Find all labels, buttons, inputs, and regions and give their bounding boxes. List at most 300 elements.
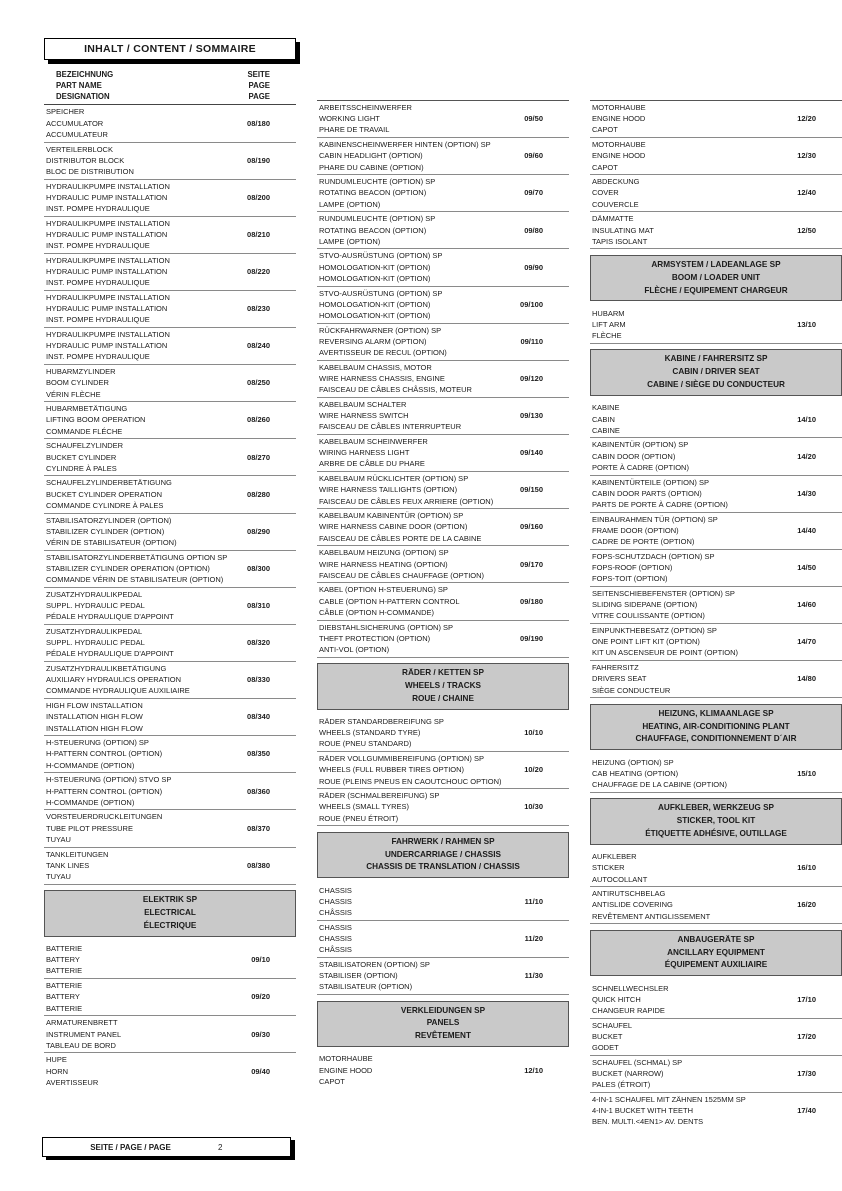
entry-line-de: ARMATURENBRETT	[46, 1018, 118, 1028]
entry-line-en-row	[592, 1068, 842, 1079]
table-header-name	[56, 70, 113, 102]
entry-line-fr: VÉRIN DE STABILISATEUR (OPTION)	[46, 538, 177, 547]
entry-line-en-row	[319, 373, 569, 384]
entry-line-en: DRIVERS SEAT	[592, 674, 647, 684]
table-header	[44, 70, 296, 105]
section-header	[590, 349, 842, 395]
entry-line-fr: COMMANDE HYDRAULIQUE AUXILIAIRE	[46, 686, 190, 696]
section-title-line: ANBAUGERÄTE SP	[677, 934, 755, 944]
toc-entry	[44, 662, 296, 699]
page-ref: 08/310	[247, 601, 270, 611]
entry-line-en-row	[319, 896, 569, 907]
toc-entry	[44, 588, 296, 625]
toc-entry	[317, 921, 569, 958]
entry-line-en-row	[319, 633, 569, 644]
entry-line-en-row	[592, 1031, 842, 1042]
entry-line-fr: ROUE (PNEU STANDARD)	[319, 739, 412, 749]
section-title-line: AUFKLEBER, WERKZEUG SP	[658, 803, 774, 813]
entry-line-de: MOTORHAUBE	[592, 103, 646, 112]
entry-line-fr: SIÈGE CONDUCTEUR	[592, 685, 671, 695]
entry-line-en-row	[592, 451, 842, 462]
entry-line-de: ZUSATZHYDRAULIKPEDAL	[46, 626, 143, 636]
entry-line-en-row	[319, 484, 569, 495]
page-ref: 14/30	[797, 488, 816, 498]
entry-line-de: SCHAUFELZYLINDER	[46, 441, 124, 451]
toc-entry	[44, 105, 296, 142]
entry-line-en: HOMOLOGATION-KIT (OPTION)	[319, 299, 431, 309]
entry-line-fr: CAPOT	[319, 1076, 345, 1086]
toc-entry	[44, 773, 296, 810]
entry-line-fr: GODET	[592, 1043, 619, 1053]
entry-line-en: STABILIZER CYLINDER (OPTION)	[46, 526, 165, 536]
page-ref: 09/170	[520, 559, 543, 569]
entry-line-en: HYDRAULIC PUMP INSTALLATION	[46, 229, 168, 239]
toc-entry	[44, 551, 296, 588]
entry-line-en-row	[592, 187, 842, 198]
entry-line-en-row	[46, 526, 296, 537]
toc-entry	[44, 402, 296, 439]
entry-line-en: WIRE HARNESS CHASSIS, ENGINE	[319, 373, 445, 383]
section-title-line: ARMSYSTEM / LADEANLAGE SP	[651, 259, 781, 269]
toc-entry	[590, 982, 842, 1019]
toc-entry	[590, 307, 842, 344]
page-ref: 09/180	[520, 596, 543, 606]
page-ref: 09/150	[520, 485, 543, 495]
page-ref: 08/300	[247, 563, 270, 573]
toc-entry	[44, 514, 296, 551]
entry-line-en-row	[46, 1066, 296, 1077]
entry-line-en-row	[46, 674, 296, 685]
entry-line-de: SCHAUFELZYLINDERBETÄTIGUNG	[46, 478, 172, 488]
page-ref: 08/290	[247, 526, 270, 536]
entry-line-en: ROTATING BEACON (OPTION)	[319, 225, 427, 235]
entry-line-de: STABILISATORZYLINDER (OPTION)	[46, 515, 172, 525]
section-title-line: ÉQUIPEMENT AUXILIAIRE	[664, 960, 768, 970]
toc-entry	[590, 1093, 842, 1129]
entry-line-de: HYDRAULIKPUMPE INSTALLATION	[46, 255, 170, 265]
page-ref: 08/320	[247, 638, 270, 648]
entry-line-en-row	[592, 899, 842, 910]
entry-line-en-row	[592, 488, 842, 499]
page-ref: 12/10	[524, 1065, 543, 1075]
entry-line-de: HEIZUNG (OPTION) SP	[592, 757, 674, 767]
entry-line-fr: ROUE (PNEU ÉTROIT)	[319, 813, 399, 823]
page-footer	[42, 1137, 291, 1157]
entry-line-en: WIRING HARNESS LIGHT	[319, 448, 410, 458]
section-title-line: ANCILLARY EQUIPMENT	[667, 947, 765, 957]
entry-line-fr: H-COMMANDE (OPTION)	[46, 760, 135, 770]
entry-line-en: INSTALLATION HIGH FLOW	[46, 712, 143, 722]
entry-line-en: ONE POINT LIFT KIT (OPTION)	[592, 637, 700, 647]
toc-entry	[317, 789, 569, 826]
entry-line-en: BATTERY	[46, 992, 80, 1002]
entry-line-fr: INST. POMPE HYDRAULIQUE	[46, 278, 150, 288]
entry-line-de: KABINE	[592, 403, 620, 413]
entry-line-de: STABILISATORZYLINDERBETÄTIGUNG OPTION SP	[46, 552, 228, 562]
entry-line-en-row	[46, 786, 296, 797]
entry-line-de: ARBEITSSCHEINWERFER	[319, 103, 412, 112]
entry-line-en: REVERSING ALARM (OPTION)	[319, 336, 427, 346]
toc-entry	[317, 361, 569, 398]
page-ref: 08/240	[247, 341, 270, 351]
entry-line-fr: PHARE DU CABINE (OPTION)	[319, 162, 424, 172]
entry-line-de: SEITENSCHIEBEFENSTER (OPTION) SP	[592, 588, 735, 598]
entry-line-fr: INSTALLATION HIGH FLOW	[46, 723, 143, 733]
section-title-line: HEATING, AIR-CONDITIONING PLANT	[642, 721, 790, 731]
entry-line-en: INSULATING MAT	[592, 225, 654, 235]
toc-entry	[590, 101, 842, 138]
entry-line-de: KABELBAUM SCHEINWERFER	[319, 436, 428, 446]
entry-line-en-row	[46, 452, 296, 463]
entry-line-fr: PARTS DE PORTE À CADRE (OPTION)	[592, 499, 728, 509]
entry-line-en-row	[319, 521, 569, 532]
entry-line-de: HUPE	[46, 1055, 67, 1065]
entry-line-de: H-STEUERUNG (OPTION) STVO SP	[46, 775, 172, 785]
page-ref: 08/350	[247, 749, 270, 759]
entry-line-de: FOPS-SCHUTZDACH (OPTION) SP	[592, 551, 715, 561]
page-ref: 12/30	[797, 151, 816, 161]
entry-line-de: RÜCKFAHRWARNER (OPTION) SP	[319, 325, 442, 335]
entry-line-en: THEFT PROTECTION (OPTION)	[319, 633, 431, 643]
entry-line-fr: PALES (ÉTROIT)	[592, 1080, 651, 1090]
section-header	[317, 1001, 569, 1047]
page-ref: 08/180	[247, 118, 270, 128]
entry-line-en-row	[46, 489, 296, 500]
entry-line-de: SCHNELLWECHSLER	[592, 983, 669, 993]
entry-line-en-row	[592, 150, 842, 161]
page-ref: 08/360	[247, 786, 270, 796]
entry-line-en-row	[46, 954, 296, 965]
entry-line-fr: AUTOCOLLANT	[592, 874, 648, 884]
entry-line-en-row	[319, 262, 569, 273]
toc-entry	[317, 175, 569, 212]
entry-line-en-row	[592, 994, 842, 1005]
page-title-text: INHALT / CONTENT / SOMMAIRE	[84, 43, 256, 55]
toc-entry	[590, 1019, 842, 1056]
entry-line-en-row	[592, 525, 842, 536]
entry-line-de: 4-IN-1 SCHAUFEL MIT ZÄHNEN 1525MM SP	[592, 1095, 746, 1105]
entry-line-en: HYDRAULIC PUMP INSTALLATION	[46, 304, 168, 314]
entry-line-en-row	[46, 192, 296, 203]
entry-line-de: KABELBAUM KABINENTÜR (OPTION) SP	[319, 511, 464, 521]
entry-line-fr: HOMOLOGATION-KIT (OPTION)	[319, 273, 431, 283]
entry-line-de: KABINENTÜRTEILE (OPTION) SP	[592, 477, 709, 487]
section-header	[590, 255, 842, 301]
entry-line-fr: INST. POMPE HYDRAULIQUE	[46, 315, 150, 325]
toc-entry	[590, 138, 842, 175]
toc-entry	[44, 848, 296, 885]
entry-line-en-row	[46, 563, 296, 574]
entry-line-fr: FAISCEAU DE CÂBLES INTERRUPTEUR	[319, 422, 462, 432]
entry-line-fr: COMMANDE FLÉCHE	[46, 426, 123, 436]
page-ref: 10/20	[524, 765, 543, 775]
entry-line-de: MOTORHAUBE	[592, 140, 646, 150]
entry-line-de: ZUSATZHYDRAULIKBETÄTIGUNG	[46, 664, 167, 674]
entry-line-en: WORKING LIGHT	[319, 114, 380, 124]
toc-entry	[44, 736, 296, 773]
entry-line-fr: CÂBLE (OPTION H-COMMANDE)	[319, 607, 435, 617]
entry-line-en: ANTISLIDE COVERING	[592, 900, 673, 910]
entry-line-fr: ROUE (PLEINS PNEUS EN CAOUTCHOUC OPTION)	[319, 776, 502, 786]
page-ref: 09/80	[524, 225, 543, 235]
section-title-line: ÉLECTRIQUE	[143, 920, 197, 930]
page-ref: 09/10	[251, 955, 270, 965]
page-ref: 08/210	[247, 229, 270, 239]
page-ref: 08/230	[247, 304, 270, 314]
entry-line-de: HUBARMZYLINDER	[46, 367, 116, 377]
entry-line-en-row	[46, 823, 296, 834]
toc-entry	[44, 439, 296, 476]
toc-entries-column-3	[590, 100, 842, 1129]
entry-line-en: QUICK HITCH	[592, 994, 641, 1004]
entry-line-en: CABLE (OPTION H-PATTERN CONTROL	[319, 596, 460, 606]
entry-line-en-row	[319, 299, 569, 310]
footer-label: SEITE / PAGE / PAGE	[90, 1142, 171, 1152]
page-ref: 10/30	[524, 802, 543, 812]
entry-line-fr: STABILISATEUR (OPTION)	[319, 982, 413, 992]
page-ref: 08/200	[247, 192, 270, 202]
toc-entry	[317, 435, 569, 472]
toc-entry	[44, 476, 296, 513]
toc-column-2	[317, 38, 569, 1129]
toc-entry	[590, 850, 842, 887]
entry-line-en: H-PATTERN CONTROL (OPTION)	[46, 749, 163, 759]
toc-entry	[44, 699, 296, 736]
entry-line-en: BOOM CYLINDER	[46, 378, 109, 388]
entry-line-fr: CHÂSSIS	[319, 945, 352, 955]
entry-line-en: WIRE HARNESS CABINE DOOR (OPTION)	[319, 522, 468, 532]
page-ref: 09/60	[524, 151, 543, 161]
entry-line-en: LIFT ARM	[592, 320, 626, 330]
toc-entry	[317, 138, 569, 175]
entry-line-en: LIFTING BOOM OPERATION	[46, 415, 146, 425]
page-ref: 08/190	[247, 155, 270, 165]
toc-entry	[317, 583, 569, 620]
entry-line-en: WIRE HARNESS TAILLIGHTS (OPTION)	[319, 485, 458, 495]
toc-entry	[317, 752, 569, 789]
entry-line-en: INSTRUMENT PANEL	[46, 1029, 122, 1039]
page-ref: 11/10	[524, 896, 543, 906]
page-ref: 10/10	[524, 728, 543, 738]
entry-line-en: CHASSIS	[319, 896, 352, 906]
entry-line-en: ENGINE HOOD	[592, 151, 646, 161]
entry-line-fr: VITRE COULISSANTE (OPTION)	[592, 611, 705, 621]
entry-line-en-row	[319, 727, 569, 738]
entry-line-fr: PÉDALE HYDRAULIQUE D'APPOINT	[46, 612, 174, 622]
entry-line-en: BATTERY	[46, 955, 80, 965]
section-title-line: REVÊTEMENT	[415, 1031, 471, 1041]
toc-entry	[44, 180, 296, 217]
toc-entry	[317, 509, 569, 546]
entry-line-de: HYDRAULIKPUMPE INSTALLATION	[46, 218, 170, 228]
page-ref: 12/50	[797, 225, 816, 235]
entry-line-fr: COMMANDE VÉRIN DE STABILISATEUR (OPTION)	[46, 575, 224, 585]
entry-line-en-row	[592, 636, 842, 647]
section-title-line: RÄDER / KETTEN SP	[402, 668, 484, 678]
entry-line-en-row	[46, 340, 296, 351]
entry-line-en: STABILIZER CYLINDER OPERATION (OPTION)	[46, 563, 210, 573]
toc-entries-column-2	[317, 100, 569, 1089]
page-ref: 16/10	[797, 863, 816, 873]
entry-line-en-row	[592, 414, 842, 425]
entry-line-fr: KIT UN ASCENSEUR DE POINT (OPTION)	[592, 648, 738, 658]
entry-line-de: HUBARMBETÄTIGUNG	[46, 404, 128, 414]
page-ref: 14/60	[797, 600, 816, 610]
page-ref: 14/10	[797, 414, 816, 424]
entry-line-en-row	[319, 1065, 569, 1076]
entry-line-en-row	[592, 862, 842, 873]
entry-line-de: SCHAUFEL (SCHMAL) SP	[592, 1057, 683, 1067]
footer-page-number: 2	[218, 1142, 223, 1152]
toc-content	[44, 38, 842, 1129]
section-title-line: STICKER, TOOL KIT	[676, 816, 756, 825]
entry-line-en-row	[319, 801, 569, 812]
entry-line-fr: COUVERCLE	[592, 199, 639, 209]
toc-entry	[317, 324, 569, 361]
entry-line-de: H-STEUERUNG (OPTION) SP	[46, 738, 149, 748]
entry-line-de: DIEBSTAHLSICHERUNG (OPTION) SP	[319, 622, 454, 632]
toc-entry	[590, 476, 842, 513]
entry-line-en-row	[319, 933, 569, 944]
page-ref: 09/40	[251, 1066, 270, 1076]
entry-line-en: ROTATING BEACON (OPTION)	[319, 188, 427, 198]
page-ref: 09/30	[251, 1029, 270, 1039]
entry-line-en: 4-IN-1 BUCKET WITH TEETH	[592, 1106, 693, 1116]
entry-line-de: KABELBAUM RÜCKLICHTER (OPTION) SP	[319, 474, 469, 484]
entry-line-en-row	[46, 266, 296, 277]
section-title-line: PANELS	[426, 1018, 460, 1028]
entry-line-de: BATTERIE	[46, 981, 83, 991]
page-ref: 09/70	[524, 188, 543, 198]
entry-line-en: BUCKET CYLINDER	[46, 452, 117, 462]
entry-line-de: DÄMMATTE	[592, 214, 634, 224]
page-ref: 14/20	[797, 451, 816, 461]
toc-column-1	[44, 38, 296, 1129]
entry-line-en-row	[592, 319, 842, 330]
entry-line-en-row	[46, 860, 296, 871]
entry-line-fr: TUYAU	[46, 834, 71, 844]
entry-line-de: EINBAURAHMEN TÜR (OPTION) SP	[592, 514, 718, 524]
toc-entry	[317, 101, 569, 138]
entry-line-de: RÄDER (SCHMALBEREIFUNG) SP	[319, 791, 440, 801]
entry-line-de: HYDRAULIKPUMPE INSTALLATION	[46, 292, 170, 302]
table-header-line: PAGE	[248, 91, 270, 101]
page-ref: 09/190	[520, 633, 543, 643]
toc-entry	[44, 1016, 296, 1053]
section-header	[317, 663, 569, 709]
entry-line-de: AUFKLEBER	[592, 852, 637, 862]
entry-line-fr: PHARE DE TRAVAIL	[319, 125, 390, 135]
entry-line-de: VERTEILERBLOCK	[46, 144, 113, 154]
page-ref: 11/30	[524, 971, 543, 981]
entry-line-de: KABELBAUM HEIZUNG (OPTION) SP	[319, 548, 449, 558]
entry-line-en: TANK LINES	[46, 860, 90, 870]
entry-line-fr: INST. POMPE HYDRAULIQUE	[46, 204, 150, 214]
entry-line-en: WHEELS (STANDARD TYRE)	[319, 728, 421, 738]
entry-line-en: CABIN DOOR (OPTION)	[592, 451, 676, 461]
entry-line-fr: PÉDALE HYDRAULIQUE D'APPOINT	[46, 649, 174, 659]
entry-line-fr: ARBRE DE CÂBLE DU PHARE	[319, 459, 425, 469]
page-ref: 08/220	[247, 267, 270, 277]
section-title-line: CABINE / SIÈGE DU CONDUCTEUR	[647, 380, 785, 390]
entry-line-en: ENGINE HOOD	[592, 114, 646, 124]
entry-line-en-row	[592, 599, 842, 610]
section-title-line: KABINE / FAHRERSITZ SP	[664, 354, 768, 364]
entry-line-en-row	[46, 377, 296, 388]
entry-line-de: KABINENTÜR (OPTION) SP	[592, 440, 689, 450]
page-ref: 08/340	[247, 712, 270, 722]
page-ref: 17/20	[797, 1032, 816, 1042]
entry-line-de: HIGH FLOW INSTALLATION	[46, 701, 143, 711]
entry-line-de: CHASSIS	[319, 885, 352, 895]
toc-entry	[317, 546, 569, 583]
entry-line-en-row	[592, 673, 842, 684]
entry-line-en-row	[319, 559, 569, 570]
entry-line-en: WHEELS (FULL RUBBER TIRES OPTION)	[319, 765, 465, 775]
entry-line-en: FOPS-ROOF (OPTION)	[592, 562, 673, 572]
toc-entry	[44, 810, 296, 847]
entry-line-en-row	[319, 336, 569, 347]
entry-line-en-row	[46, 637, 296, 648]
entry-line-en: BUCKET CYLINDER OPERATION	[46, 489, 162, 499]
entry-line-fr: BATTERIE	[46, 1003, 83, 1013]
entry-line-en-row	[592, 562, 842, 573]
toc-entry	[317, 287, 569, 324]
entry-line-fr: TAPIS ISOLANT	[592, 236, 648, 246]
entry-line-de: STVO-AUSRÜSTUNG (OPTION) SP	[319, 251, 443, 261]
page-ref: 09/140	[520, 448, 543, 458]
section-title-line: WHEELS / TRACKS	[405, 680, 481, 690]
page-ref: 09/20	[251, 992, 270, 1002]
toc-entry	[317, 212, 569, 249]
entry-line-en: CABIN DOOR PARTS (OPTION)	[592, 488, 702, 498]
table-header-line: DESIGNATION	[56, 91, 110, 101]
section-title-line: CABIN / DRIVER SEAT	[672, 367, 760, 377]
entry-line-en-row	[319, 447, 569, 458]
section-title-line: VERKLEIDUNGEN SP	[400, 1005, 486, 1015]
entry-line-fr: BEN. MULTI.<4EN1> AV. DENTS	[592, 1117, 704, 1127]
entry-line-fr: ANTI-VOL (OPTION)	[319, 644, 390, 654]
toc-entry	[44, 328, 296, 365]
entry-line-fr: CYLINDRE À PALES	[46, 463, 117, 473]
entry-line-en-row	[592, 225, 842, 236]
page-ref: 08/370	[247, 823, 270, 833]
entry-line-fr: CADRE DE PORTE (OPTION)	[592, 537, 695, 547]
section-title-line: ÉTIQUETTE ADHÉSIVE, OUTILLAGE	[645, 828, 787, 838]
toc-entry	[44, 365, 296, 402]
entry-line-de: KABEL (OPTION H-STEUERUNG) SP	[319, 585, 448, 595]
entry-line-de: SCHAUFEL	[592, 1020, 633, 1030]
page-ref: 09/120	[520, 373, 543, 383]
entry-line-en-row	[592, 1105, 842, 1116]
entry-line-de: KABELBAUM CHASSIS, MOTOR	[319, 362, 432, 372]
entry-line-fr: AVERTISSEUR	[46, 1077, 99, 1087]
entry-line-en: COVER	[592, 188, 619, 198]
entry-line-en: ENGINE HOOD	[319, 1065, 373, 1075]
entry-line-en: WIRE HARNESS HEATING (OPTION)	[319, 559, 448, 569]
page-ref: 09/160	[520, 522, 543, 532]
section-header	[590, 930, 842, 976]
entry-line-de: SPEICHER	[46, 107, 85, 117]
toc-entry	[317, 472, 569, 509]
page-ref: 17/10	[797, 994, 816, 1004]
page-ref: 13/10	[797, 320, 816, 330]
section-title-line: FLÈCHE / EQUIPEMENT CHARGEUR	[644, 285, 788, 295]
entry-line-en-row	[319, 187, 569, 198]
entry-line-fr: REVÊTEMENT ANTIGLISSEMENT	[592, 911, 711, 921]
entry-line-fr: H-COMMANDE (OPTION)	[46, 797, 135, 807]
toc-entry	[44, 942, 296, 979]
